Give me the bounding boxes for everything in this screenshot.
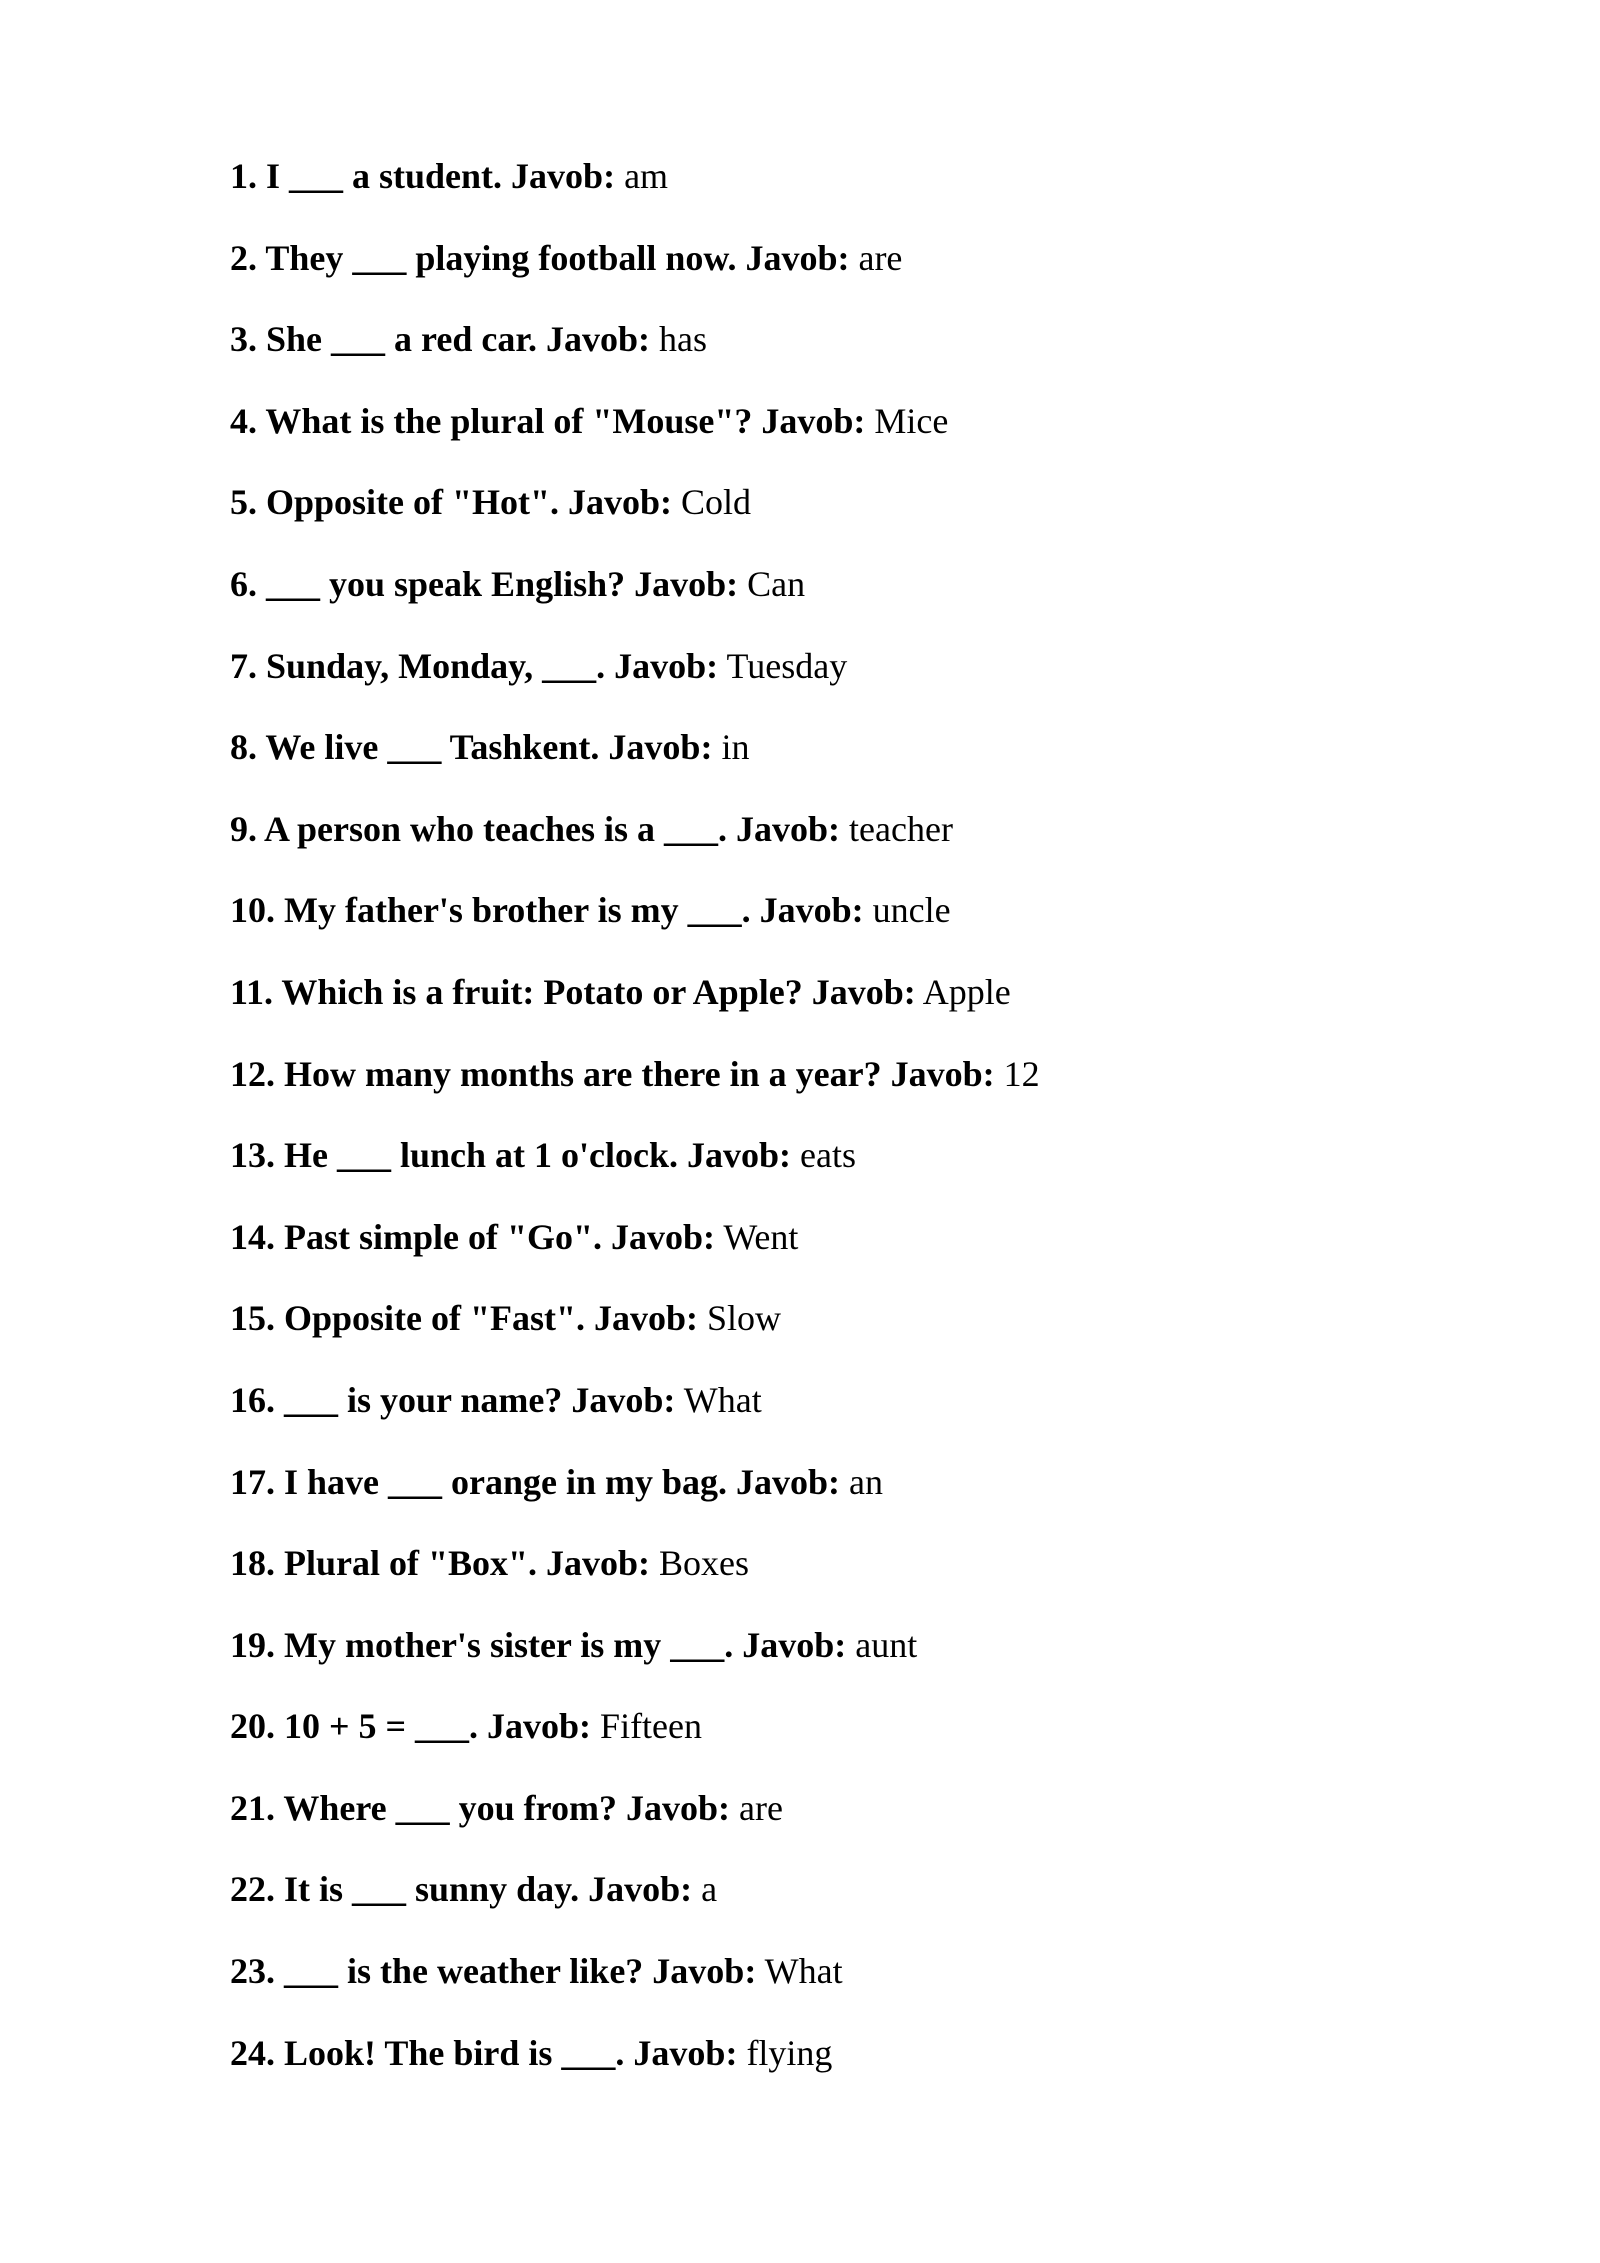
answer-label: Javob:	[890, 1053, 995, 1094]
answer-text: Mice	[874, 400, 949, 441]
answer-text: Can	[747, 563, 806, 604]
answer-text: flying	[746, 2032, 833, 2073]
question-text: 13. He ___ lunch at 1 o'clock.	[230, 1135, 678, 1176]
answer-label: Javob:	[633, 2032, 738, 2073]
answer-label: Javob:	[614, 645, 719, 686]
answer-label: Javob:	[511, 156, 616, 196]
answer-label: Javob:	[588, 1869, 693, 1910]
answer-text: What	[764, 1951, 843, 1992]
answer-label: Javob:	[567, 482, 672, 523]
question-text: 17. I have ___ orange in my bag.	[230, 1461, 728, 1502]
question-text: 5. Opposite of "Hot".	[230, 482, 559, 523]
answer-label: Javob:	[593, 1298, 698, 1339]
list-item	[230, 803, 1040, 885]
answer-text: are	[739, 1787, 783, 1828]
answer-text: has	[659, 319, 708, 360]
list-item	[230, 313, 1040, 395]
question-text: 14. Past simple of "Go".	[230, 1216, 602, 1257]
list-item	[230, 1700, 1040, 1782]
answer-label: Javob:	[811, 971, 916, 1012]
answer-label: Javob:	[745, 237, 850, 278]
answer-label: Javob:	[610, 1216, 715, 1257]
list-item	[230, 966, 1040, 1048]
answer-label: Javob:	[546, 319, 651, 360]
question-text: 2. They ___ playing football now.	[230, 237, 737, 278]
list-item	[230, 150, 1040, 232]
list-item	[230, 721, 1040, 803]
question-text: 23. ___ is the weather like?	[230, 1951, 644, 1992]
answer-text: Slow	[707, 1298, 782, 1339]
answer-label: Javob:	[759, 890, 864, 931]
list-item	[230, 395, 1040, 477]
answer-text: Apple	[922, 971, 1011, 1012]
answer-text: aunt	[855, 1624, 918, 1665]
list-item	[230, 640, 1040, 722]
answer-label: Javob:	[625, 1787, 730, 1828]
question-text: 19. My mother's sister is my ___.	[230, 1624, 734, 1665]
answer-label: Javob:	[742, 1624, 847, 1665]
question-text: 15. Opposite of "Fast".	[230, 1298, 585, 1339]
answer-text: Boxes	[658, 1543, 749, 1584]
question-text: 11. Which is a fruit: Potato or Apple?	[230, 971, 803, 1012]
answer-label: Javob:	[487, 1706, 592, 1747]
answer-text: a	[701, 1869, 718, 1910]
list-item	[230, 1782, 1040, 1864]
answer-text: in	[721, 727, 750, 768]
question-text: 18. Plural of "Box".	[230, 1543, 537, 1584]
answer-label: Javob:	[761, 400, 866, 441]
list-item	[230, 1211, 1040, 1293]
question-text: 9. A person who teaches is a ___.	[230, 808, 728, 849]
answer-text: Cold	[681, 482, 752, 523]
question-text: 24. Look! The bird is ___.	[230, 2032, 625, 2073]
list-item	[230, 232, 1040, 314]
question-text: 16. ___ is your name?	[230, 1379, 563, 1420]
list-item	[230, 1945, 1040, 2027]
list-item	[230, 1456, 1040, 1538]
list-item	[230, 476, 1040, 558]
question-text: 6. ___ you speak English?	[230, 563, 626, 604]
answer-text: teacher	[849, 808, 953, 849]
question-text: 12. How many months are there in a year?	[230, 1053, 882, 1094]
question-text: 1. I ___ a student.	[230, 156, 503, 196]
list-item	[230, 1129, 1040, 1211]
question-list	[230, 150, 1040, 2108]
list-item	[230, 558, 1040, 640]
question-text: 22. It is ___ sunny day.	[230, 1869, 580, 1910]
answer-label: Javob:	[652, 1951, 757, 1992]
answer-text: an	[849, 1461, 884, 1502]
answer-text: Went	[723, 1216, 799, 1257]
list-item	[230, 1619, 1040, 1701]
answer-text: 12	[1003, 1053, 1040, 1094]
answer-text: uncle	[872, 890, 951, 931]
list-item	[230, 1537, 1040, 1619]
answer-label: Javob:	[571, 1379, 676, 1420]
list-item	[230, 1292, 1040, 1374]
answer-label: Javob:	[687, 1135, 792, 1176]
question-text: 7. Sunday, Monday, ___.	[230, 645, 606, 686]
list-item	[230, 2027, 1040, 2109]
answer-text: Tuesday	[726, 645, 848, 686]
answer-text: am	[624, 156, 669, 196]
answer-label: Javob:	[545, 1543, 650, 1584]
list-item	[230, 884, 1040, 966]
question-text: 21. Where ___ you from?	[230, 1787, 617, 1828]
answer-label: Javob:	[736, 1461, 841, 1502]
answer-label: Javob:	[634, 563, 739, 604]
list-item	[230, 1048, 1040, 1130]
list-item	[230, 1863, 1040, 1945]
answer-label: Javob:	[608, 727, 713, 768]
question-text: 10. My father's brother is my ___.	[230, 890, 751, 931]
answer-text: eats	[800, 1135, 856, 1176]
list-item	[230, 1374, 1040, 1456]
answer-text: Fifteen	[600, 1706, 703, 1747]
question-text: 8. We live ___ Tashkent.	[230, 727, 600, 768]
question-text: 4. What is the plural of "Mouse"?	[230, 400, 753, 441]
question-text: 3. She ___ a red car.	[230, 319, 538, 360]
answer-label: Javob:	[736, 808, 841, 849]
question-text: 20. 10 + 5 = ___.	[230, 1706, 479, 1747]
answer-text: are	[858, 237, 903, 278]
answer-text: What	[683, 1379, 762, 1420]
